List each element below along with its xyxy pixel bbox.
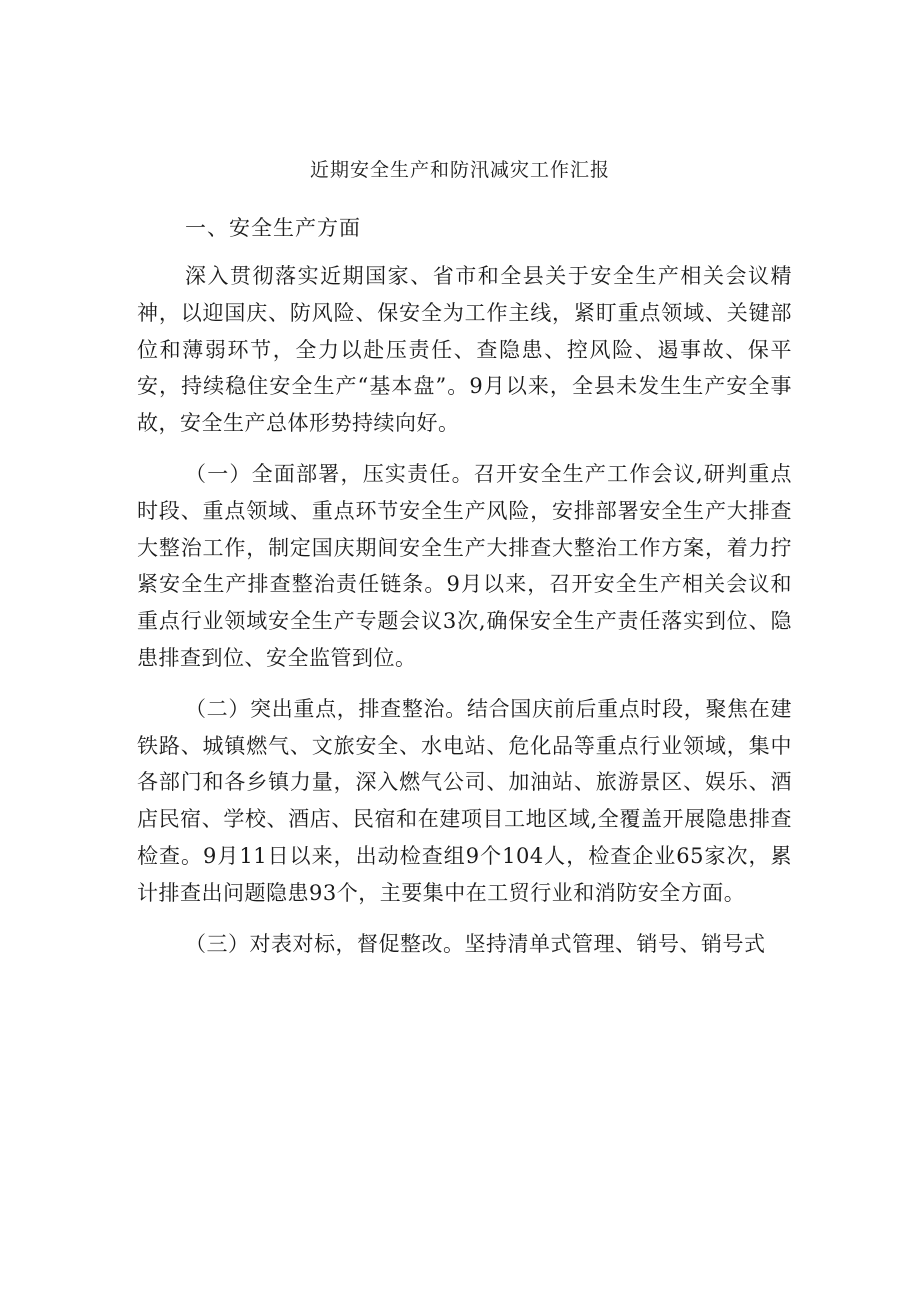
document-body [137,210,792,962]
document-title: 近期安全生产和防汛减灾工作汇报 [309,159,610,181]
paragraph-intro: 深入贯彻落实近期国家、省市和全县关于安全生产相关会议精神，以迎国庆、防风险、保安全为工作主线，紧盯重点领域、关键部位和薄弱环节，全力以赴压责任、查隐患、控风险、遏事故、保平安，持续稳住安全生产“基本盘”。9月以来，全县未发生生产安全事故，安全生产总体形势持续向好。 [137,264,792,436]
paragraph-deployment: （一）全面部署，压实责任。召开安全生产工作会议,研判重点时段、重点领域、重点环节安全生产风险，安排部署安全生产大排查大整治工作，制定国庆期间安全生产大排查大整治工作方案，着力拧紧安全生产排查整治责任链条。9月以来，召开安全生产相关会议和重点行业领域安全生产专题会议3次,确保安全生产责任落实到位、隐患排查到位、安全监管到位。 [137,461,792,670]
section-heading-safety-production: 一、安全生产方面 [185,216,361,240]
paragraph-rectification: （三）对表对标，督促整改。坚持清单式管理、销号、销号式 [185,931,766,956]
paragraph-inspection: （二）突出重点，排查整治。结合国庆前后重点时段，聚焦在建铁路、城镇燃气、文旅安全、水电站、危化品等重点行业领域，集中各部门和各乡镇力量，深入燃气公司、加油站、旅游景区、娱乐、酒店民宿、学校、酒店、民宿和在建项目工地区域,全覆盖开展隐患排查检查。9月11日以来，出动检查组9个104人，检查企业65家次，累计排查出问题隐患93个，主要集中在工贸行业和消防安全方面。 [137,696,792,905]
